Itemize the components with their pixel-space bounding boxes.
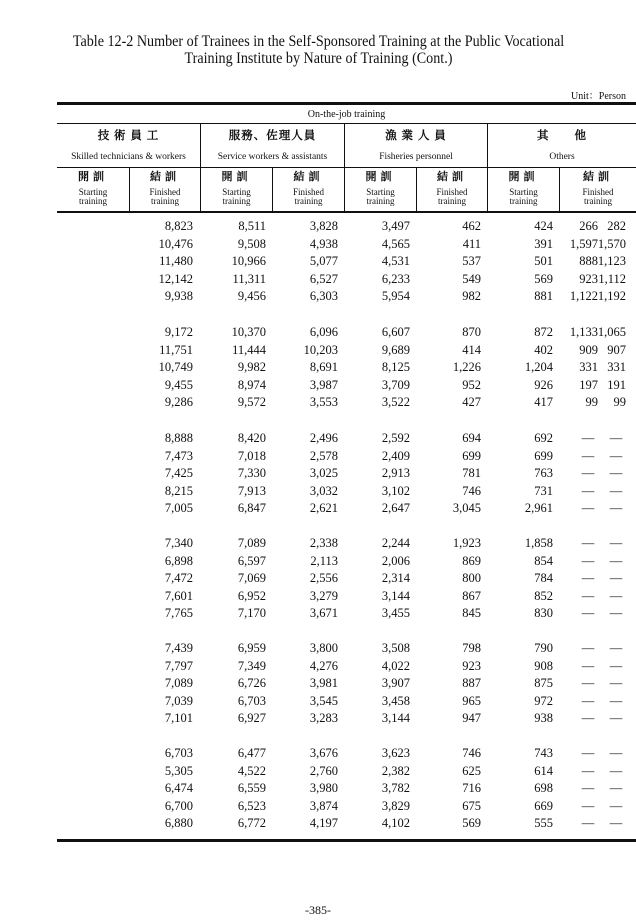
table-cell: 625 (462, 763, 481, 778)
table-cell: 7,018 (237, 448, 266, 463)
table-cell: 3,025 (309, 466, 338, 481)
sub-header-en-line-2: training (438, 196, 466, 206)
sub-header-en-line-2: training (79, 196, 107, 206)
table-cell: 6,880 (164, 816, 193, 831)
table-cell: 746 (462, 483, 481, 498)
table-cell: 7,601 (164, 588, 193, 603)
sub-header-en-line-2: training (151, 196, 179, 206)
table-cell: 549 (462, 271, 481, 286)
table-cell: 10,749 (158, 360, 193, 375)
table-cell: 3,458 (381, 693, 410, 708)
table-cell: 7,101 (164, 711, 193, 726)
table-cell: 6,597 (237, 553, 266, 568)
table-cell: 3,497 (381, 219, 410, 233)
group-header-en: Service workers & assistants (217, 152, 328, 162)
sub-header-en (560, 188, 636, 206)
super-header-rule (57, 123, 636, 124)
table-cell: 763 (534, 466, 553, 481)
table-cell: 6,523 (237, 798, 266, 813)
sub-header-en-line-2: training (222, 196, 251, 206)
table-cell: 417 (534, 395, 553, 410)
table-cell: 716 (462, 781, 481, 796)
table-cell: 8,215 (164, 483, 193, 498)
table-cell: — (609, 536, 623, 550)
table-cell: 790 (534, 641, 553, 655)
sub-header-en-line-1: Finished (292, 187, 324, 197)
table-cell: — (581, 798, 595, 813)
sub-header-en-line-2: training (509, 196, 538, 206)
table-cell: — (581, 448, 595, 463)
group-header-zh: 其 他 (537, 130, 587, 142)
table-cell: 926 (534, 377, 553, 392)
table-cell: — (609, 466, 623, 481)
table-cell: 781 (462, 466, 481, 481)
sub-header-en (201, 188, 272, 206)
table-cell: 282 (607, 219, 626, 233)
table-cell: 872 (534, 325, 553, 339)
table-cell: 10,203 (303, 342, 338, 357)
table-cell: 7,005 (164, 501, 193, 516)
table-cell: — (609, 641, 623, 655)
header-bottom-rule (57, 211, 636, 213)
table-cell: 2,592 (381, 431, 410, 445)
group-header-en: Fisheries personnel (379, 152, 453, 162)
group-header-zh: 技 術 員 工 (97, 130, 160, 142)
sub-header-en-line-1: Starting (509, 187, 538, 197)
table-cell: 2,913 (381, 466, 410, 481)
table-cell: 11,311 (232, 271, 266, 286)
table-cell: — (609, 746, 623, 760)
table-cell: 6,952 (237, 588, 266, 603)
table-cell: 3,709 (381, 377, 410, 392)
table-cell: 3,283 (309, 711, 338, 726)
table-cell: 972 (534, 693, 553, 708)
page-number: -385- (305, 903, 331, 917)
group-header-zh: 漁 業 人 員 (385, 130, 447, 142)
table-cell: 10,966 (231, 254, 266, 269)
group-header-en: Others (549, 152, 575, 162)
table-cell: 870 (462, 325, 481, 339)
table-cell: — (581, 658, 595, 673)
table-cell: — (581, 501, 595, 516)
table-cell: 3,782 (381, 781, 410, 796)
table-cell: 947 (462, 711, 481, 726)
table-cell: 699 (534, 448, 553, 463)
table-cell: 8,888 (164, 431, 193, 445)
table-cell: — (581, 606, 595, 621)
table-cell: 952 (462, 377, 481, 392)
table-cell: 8,125 (381, 360, 410, 375)
table-cell: 3,623 (381, 746, 410, 760)
table-cell: 266 (579, 219, 598, 233)
sub-header-rule (57, 167, 636, 168)
table-cell: 10,476 (158, 236, 193, 251)
sub-header-en-line-1: Finished (436, 187, 468, 197)
table-cell: 743 (534, 746, 553, 760)
table-cell: 6,959 (237, 641, 266, 655)
table-cell: 3,279 (309, 588, 338, 603)
table-cell: 1,122 (569, 289, 598, 304)
table-cell: 2,578 (309, 448, 338, 463)
table-title (0, 33, 636, 67)
table-cell: 2,409 (381, 448, 410, 463)
table-cell: 1,204 (524, 360, 553, 375)
top-rule (57, 102, 636, 105)
sub-header-en-line-1: Finished (582, 187, 614, 197)
table-cell: 6,703 (237, 693, 266, 708)
table-cell: 8,823 (164, 219, 193, 233)
table-cell: 9,982 (237, 360, 266, 375)
table-cell: — (609, 658, 623, 673)
table-cell: 4,102 (381, 816, 410, 831)
table-cell: 923 (462, 658, 481, 673)
table-cell: 2,314 (381, 571, 410, 586)
table-cell: 675 (462, 798, 481, 813)
table-cell: 907 (607, 342, 626, 357)
table-cell: 1,858 (524, 536, 553, 550)
table-cell: 6,096 (309, 325, 338, 339)
table-cell: — (609, 571, 623, 586)
unit-label: Unit：Person (571, 91, 626, 102)
table-cell: 7,913 (237, 483, 266, 498)
table-cell: — (581, 571, 595, 586)
table-cell: 7,089 (164, 676, 193, 691)
table-cell: 6,927 (237, 711, 266, 726)
table-cell: 3,508 (381, 641, 410, 655)
table-cell: 1,597 (569, 236, 598, 251)
table-cell: 4,522 (237, 763, 266, 778)
sub-header-en (488, 188, 559, 206)
table-cell: 784 (534, 571, 553, 586)
table-cell: 12,142 (158, 271, 193, 286)
table-cell: 7,069 (237, 571, 266, 586)
table-cell: — (581, 588, 595, 603)
table-cell: — (581, 466, 595, 481)
sub-header-zh: 結訓 (437, 171, 467, 183)
title-line-1: Table 12-2 Number of Trainees in the Self-Sponsored Training at the Public Vocational (72, 33, 565, 50)
sub-header-en (273, 188, 344, 206)
table-cell: 1,192 (597, 289, 626, 304)
table-cell: 2,338 (309, 536, 338, 550)
table-cell: 7,425 (164, 466, 193, 481)
table-cell: 3,980 (309, 781, 338, 796)
table-cell: 867 (462, 588, 481, 603)
sub-header-zh: 結訓 (293, 171, 324, 183)
table-cell: — (581, 693, 595, 708)
table-cell: 555 (534, 816, 553, 831)
table-cell: — (609, 501, 623, 516)
table-cell: 3,144 (381, 711, 410, 726)
table-cell: 965 (462, 693, 481, 708)
table-cell: 9,286 (164, 395, 193, 410)
table-cell: — (581, 483, 595, 498)
table-cell: 3,676 (309, 746, 338, 760)
table-cell: 537 (462, 254, 481, 269)
table-cell: 9,455 (164, 377, 193, 392)
table-cell: — (581, 431, 595, 445)
table-cell: 854 (534, 553, 553, 568)
table-cell: 3,874 (309, 798, 338, 813)
sub-header-en-line-1: Starting (366, 187, 395, 197)
table-cell: 669 (534, 798, 553, 813)
table-cell: 3,032 (309, 483, 338, 498)
table-cell: — (581, 781, 595, 796)
table-cell: 501 (534, 254, 553, 269)
table-cell: — (609, 606, 623, 621)
table-cell: 908 (534, 658, 553, 673)
table-cell: 5,077 (309, 254, 338, 269)
table-cell: 881 (534, 289, 553, 304)
table-cell: 3,981 (309, 676, 338, 691)
sub-header-zh: 開訓 (78, 171, 108, 183)
table-cell: 2,621 (309, 501, 338, 516)
table-cell: 6,559 (237, 781, 266, 796)
table-cell: 888 (579, 254, 598, 269)
table-cell: 731 (534, 483, 553, 498)
table-cell: — (581, 553, 595, 568)
table-cell: 10,370 (231, 325, 266, 339)
table-cell: 694 (462, 431, 481, 445)
table-cell: 830 (534, 606, 553, 621)
table-cell: 331 (579, 360, 598, 375)
table-cell: 7,330 (237, 466, 266, 481)
table-cell: 2,496 (309, 431, 338, 445)
table-cell: 6,527 (309, 271, 338, 286)
table-cell: 11,444 (232, 342, 266, 357)
table-cell: 6,700 (164, 798, 193, 813)
table-cell: 197 (579, 377, 598, 392)
table-cell: — (581, 816, 595, 831)
table-cell: 938 (534, 711, 553, 726)
table-cell: 845 (462, 606, 481, 621)
table-cell: 4,938 (309, 236, 338, 251)
table-cell: — (581, 711, 595, 726)
table-cell: 4,531 (381, 254, 410, 269)
sub-header-en (345, 188, 416, 206)
table-cell: 3,522 (381, 395, 410, 410)
table-cell: 391 (534, 236, 553, 251)
table-cell: 2,382 (381, 763, 410, 778)
table-cell: 2,961 (524, 501, 553, 516)
table-cell: 11,751 (159, 342, 193, 357)
table-cell: 6,847 (237, 501, 266, 516)
table-cell: — (609, 676, 623, 691)
table-cell: 6,898 (164, 553, 193, 568)
table-cell: — (609, 781, 623, 796)
table-cell: 99 (585, 395, 598, 410)
table-cell: 4,022 (381, 658, 410, 673)
table-cell: 7,170 (237, 606, 266, 621)
table-cell: 9,172 (164, 325, 193, 339)
table-cell: 692 (534, 431, 553, 445)
table-cell: 7,439 (164, 641, 193, 655)
table-cell: 2,760 (309, 763, 338, 778)
table-cell: 191 (607, 377, 626, 392)
table-cell: 9,689 (381, 342, 410, 357)
table-cell: — (581, 746, 595, 760)
table-cell: 869 (462, 553, 481, 568)
table-cell: — (609, 588, 623, 603)
table-cell: 7,340 (164, 536, 193, 550)
table-cell: 3,102 (381, 483, 410, 498)
table-cell: 6,772 (237, 816, 266, 831)
table-cell: 2,006 (381, 553, 410, 568)
table-cell: 7,089 (237, 536, 266, 550)
table-cell: 8,691 (309, 360, 338, 375)
group-header-en: Skilled technicians & workers (71, 152, 186, 162)
table-cell: 3,828 (309, 219, 338, 233)
sub-header-zh: 開訓 (508, 171, 539, 183)
table-cell: — (609, 431, 623, 445)
table-cell: 424 (534, 219, 553, 233)
table-cell: 7,349 (237, 658, 266, 673)
table-cell: 746 (462, 746, 481, 760)
table-cell: 3,671 (309, 606, 338, 621)
group-header-zh: 服務、佐理人員 (228, 130, 317, 142)
table-cell: 6,477 (237, 746, 266, 760)
sub-header-zh: 結訓 (150, 171, 180, 183)
table-cell: 402 (534, 342, 553, 357)
table-cell: 6,233 (381, 271, 410, 286)
sub-header-en-line-1: Starting (78, 187, 108, 197)
table-cell: 4,276 (309, 658, 338, 673)
table-cell: 1,570 (597, 236, 626, 251)
table-cell: 800 (462, 571, 481, 586)
table-cell: — (581, 536, 595, 550)
table-cell: 7,797 (164, 658, 193, 673)
table-cell: 7,039 (164, 693, 193, 708)
table-cell: 3,455 (381, 606, 410, 621)
sub-header-en-line-2: training (584, 196, 612, 206)
table-cell: 99 (613, 395, 626, 410)
table-cell: 614 (534, 763, 553, 778)
table-cell: 1,112 (598, 271, 626, 286)
table-cell: 6,703 (164, 746, 193, 760)
sub-header-en-line-1: Finished (149, 187, 181, 197)
table-cell: 9,572 (237, 395, 266, 410)
table-cell: 5,954 (381, 289, 410, 304)
table-cell: 6,726 (237, 676, 266, 691)
table-cell: 1,123 (597, 254, 626, 269)
table-cell: — (581, 763, 595, 778)
table-cell: 569 (534, 271, 553, 286)
table-cell: 2,556 (309, 571, 338, 586)
table-cell: — (581, 676, 595, 691)
title-line-2: Training Institute by Nature of Training (Cont.) (184, 50, 453, 67)
table-cell: 7,472 (164, 571, 193, 586)
table-cell: 699 (462, 448, 481, 463)
table-cell: — (581, 641, 595, 655)
table-cell: — (609, 798, 623, 813)
table-cell: 798 (462, 641, 481, 655)
table-cell: 3,907 (381, 676, 410, 691)
table-cell: 9,508 (237, 236, 266, 251)
table-cell: 462 (462, 219, 481, 233)
table-cell: 7,765 (164, 606, 193, 621)
table-cell: — (609, 711, 623, 726)
sub-header-zh: 開訓 (221, 171, 252, 183)
sub-header-zh: 開訓 (365, 171, 396, 183)
table-cell: — (609, 693, 623, 708)
sub-header-en (417, 188, 487, 206)
sub-header-en-line-1: Starting (222, 187, 251, 197)
table-cell: 1,923 (452, 536, 481, 550)
table-cell: 7,473 (164, 448, 193, 463)
table-cell: — (609, 448, 623, 463)
sub-header-en-line-2: training (366, 196, 395, 206)
table-cell: 3,800 (309, 641, 338, 655)
table-cell: — (609, 816, 623, 831)
table-cell: 3,144 (381, 588, 410, 603)
table-cell: 3,829 (381, 798, 410, 813)
table-cell: 9,456 (237, 289, 266, 304)
table-cell: 1,133 (569, 325, 598, 339)
super-header: On-the-job training (307, 109, 386, 120)
table-cell: 875 (534, 676, 553, 691)
table-cell: 6,607 (381, 325, 410, 339)
table-cell: 1,226 (452, 360, 481, 375)
table-cell: — (609, 553, 623, 568)
table-cell: 3,045 (452, 501, 481, 516)
table-cell: 909 (579, 342, 598, 357)
table-cell: 3,987 (309, 377, 338, 392)
table-cell: 4,197 (309, 816, 338, 831)
table-cell: 11,480 (159, 254, 193, 269)
table-cell: — (609, 763, 623, 778)
sub-header-en (130, 188, 200, 206)
table-cell: 3,545 (309, 693, 338, 708)
sub-header-en-line-2: training (294, 196, 323, 206)
table-cell: 1,065 (597, 325, 626, 339)
table-cell: 8,420 (237, 431, 266, 445)
table-cell: 569 (462, 816, 481, 831)
table-cell: 8,511 (238, 219, 266, 233)
table-cell: 6,474 (164, 781, 193, 796)
bottom-rule (57, 839, 636, 842)
table-cell: 9,938 (164, 289, 193, 304)
table-cell: 2,647 (381, 501, 410, 516)
table-cell: 698 (534, 781, 553, 796)
table-cell: 2,113 (310, 553, 338, 568)
table-cell: — (609, 483, 623, 498)
table-cell: 414 (462, 342, 481, 357)
table-cell: 8,974 (237, 377, 266, 392)
table-cell: 887 (462, 676, 481, 691)
table-cell: 923 (579, 271, 598, 286)
table-cell: 427 (462, 395, 481, 410)
table-cell: 3,553 (309, 395, 338, 410)
table-cell: 2,244 (381, 536, 410, 550)
table-cell: 331 (607, 360, 626, 375)
table-cell: 411 (462, 236, 481, 251)
sub-header-zh: 結訓 (583, 171, 613, 183)
table-cell: 4,565 (381, 236, 410, 251)
table-cell: 6,303 (309, 289, 338, 304)
table-cell: 852 (534, 588, 553, 603)
sub-header-en (57, 188, 129, 206)
table-cell: 5,305 (164, 763, 193, 778)
table-cell: 982 (462, 289, 481, 304)
